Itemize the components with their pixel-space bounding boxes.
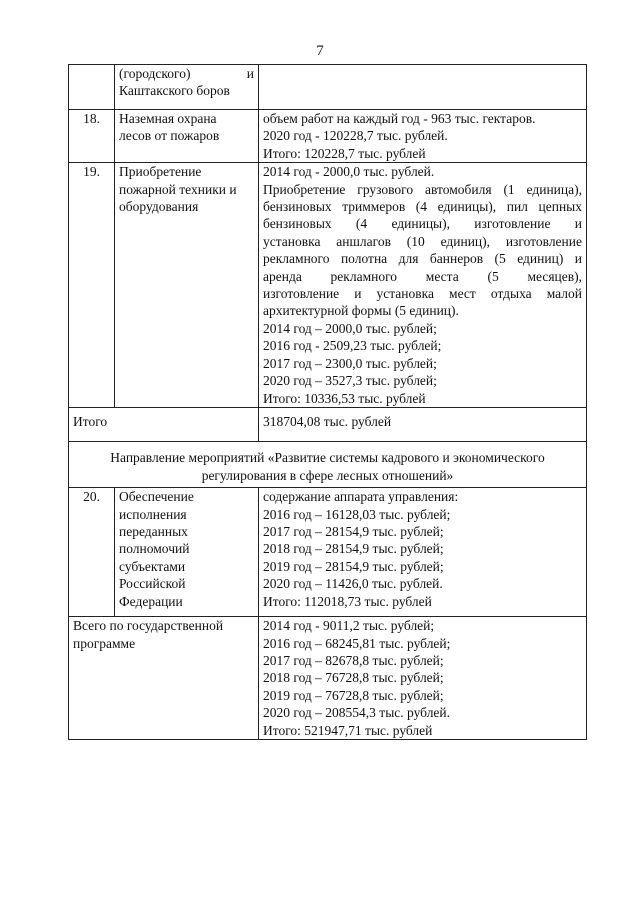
name-line: и — [246, 66, 254, 81]
desc-line: объем работ на каждый год - 963 тыс. гектаров. — [263, 111, 536, 126]
cell-desc — [259, 617, 587, 740]
name-line: Приобретение — [119, 164, 202, 180]
desc-line: 2019 год – 76728,8 тыс. рублей; — [263, 687, 444, 703]
desc-line: содержание аппарата управления: — [263, 489, 459, 505]
desc-line: 2020 год – 208554,3 тыс. рублей. — [263, 705, 451, 721]
desc-line: установка аншлагов (10 единиц), изготовление — [263, 233, 582, 249]
name-line: Каштакского боров — [119, 83, 230, 99]
table-row-18 — [69, 110, 587, 163]
page-number: 7 — [316, 43, 324, 59]
name-line: лесов от пожаров — [119, 128, 220, 144]
desc-line: рекламного полотна для баннеров (5 единиц) и — [263, 251, 582, 267]
desc-line: 2017 год – 82678,8 тыс. рублей; — [263, 653, 444, 669]
desc-line: архитектурной формы (5 единиц). — [263, 303, 459, 319]
program-table — [68, 64, 587, 740]
row-number: 18. — [69, 110, 115, 163]
desc-line: 2020 год – 11426,0 тыс. рублей. — [263, 576, 443, 592]
label-line: программе — [73, 635, 136, 651]
desc-line: Итого: 112018,73 тыс. рублей — [263, 593, 432, 609]
desc-line: 2019 год – 28154,9 тыс. рублей; — [263, 558, 444, 574]
desc-line: 2016 год - 2509,23 тыс. рублей; — [263, 338, 442, 354]
cell-name — [115, 65, 259, 110]
table-row-total — [69, 408, 587, 442]
desc-line: Итого: 521947,71 тыс. рублей — [263, 722, 433, 738]
desc-line: 2020 год – 3527,3 тыс. рублей; — [263, 373, 437, 389]
label-line: Всего по государственной — [73, 618, 224, 634]
table-row-19 — [69, 163, 587, 408]
desc-line: аренда рекламного места (5 месяцев), — [263, 268, 582, 284]
cell-name — [115, 110, 259, 163]
desc-line: 2017 год – 2300,0 тыс. рублей; — [263, 355, 437, 371]
total-value: 318704,08 тыс. рублей — [259, 408, 587, 442]
name-line: (городского) — [119, 66, 191, 81]
grand-total-label — [69, 617, 259, 740]
desc-line: 2018 год – 28154,9 тыс. рублей; — [263, 541, 444, 557]
table-row-continued — [69, 65, 587, 110]
desc-line: Итого: 10336,53 тыс. рублей — [263, 390, 426, 406]
name-line: Российской — [119, 576, 186, 592]
desc-line: бензиновых триммеров (4 единицы), пил цепных — [263, 199, 582, 215]
table-row-direction-heading — [69, 442, 587, 488]
desc-line: Приобретение грузового автомобиля (1 единица), — [263, 181, 582, 197]
name-line: исполнения — [119, 506, 187, 522]
row-number: 20. — [69, 488, 115, 617]
name-line: Наземная охрана — [119, 111, 217, 126]
table-row-20 — [69, 488, 587, 617]
name-line: переданных — [119, 524, 188, 540]
cell-desc — [259, 65, 587, 110]
name-line: субъектами — [119, 558, 186, 574]
cell-name — [115, 488, 259, 617]
desc-line: изготовление и установка мест отдыха малой — [263, 286, 582, 302]
cell-desc — [259, 110, 587, 163]
desc-line: 2016 год – 68245,81 тыс. рублей; — [263, 635, 451, 651]
cell-name — [115, 163, 259, 408]
desc-line: 2014 год - 2000,0 тыс. рублей. — [263, 164, 435, 180]
desc-line: Итого: 120228,7 тыс. рублей — [263, 145, 426, 161]
cell-desc — [259, 488, 587, 617]
row-number: 19. — [69, 163, 115, 408]
desc-line: 2017 год – 28154,9 тыс. рублей; — [263, 524, 444, 540]
cell-num — [69, 65, 115, 110]
cell-desc — [259, 163, 587, 408]
name-line: Обеспечение — [119, 489, 194, 505]
desc-line: 2014 год – 2000,0 тыс. рублей; — [263, 320, 437, 336]
desc-line: 2016 год – 16128,03 тыс. рублей; — [263, 506, 451, 522]
table-row-grand-total — [69, 617, 587, 740]
desc-line: бензиновых (4 единицы), изготовление и — [263, 216, 582, 232]
name-line: полномочий — [119, 541, 190, 557]
name-line: пожарной техники и — [119, 181, 237, 197]
name-line: оборудования — [119, 199, 199, 215]
total-label: Итого — [69, 408, 259, 442]
desc-line: 2018 год – 76728,8 тыс. рублей; — [263, 670, 444, 686]
desc-line: 2020 год - 120228,7 тыс. рублей. — [263, 128, 448, 144]
desc-line: 2014 год - 9011,2 тыс. рублей; — [263, 618, 435, 634]
direction-heading: Направление мероприятий «Развитие системы кадрового и экономического регулирования в сфере лесных отношений» — [69, 442, 587, 488]
name-line: Федерации — [119, 593, 183, 609]
